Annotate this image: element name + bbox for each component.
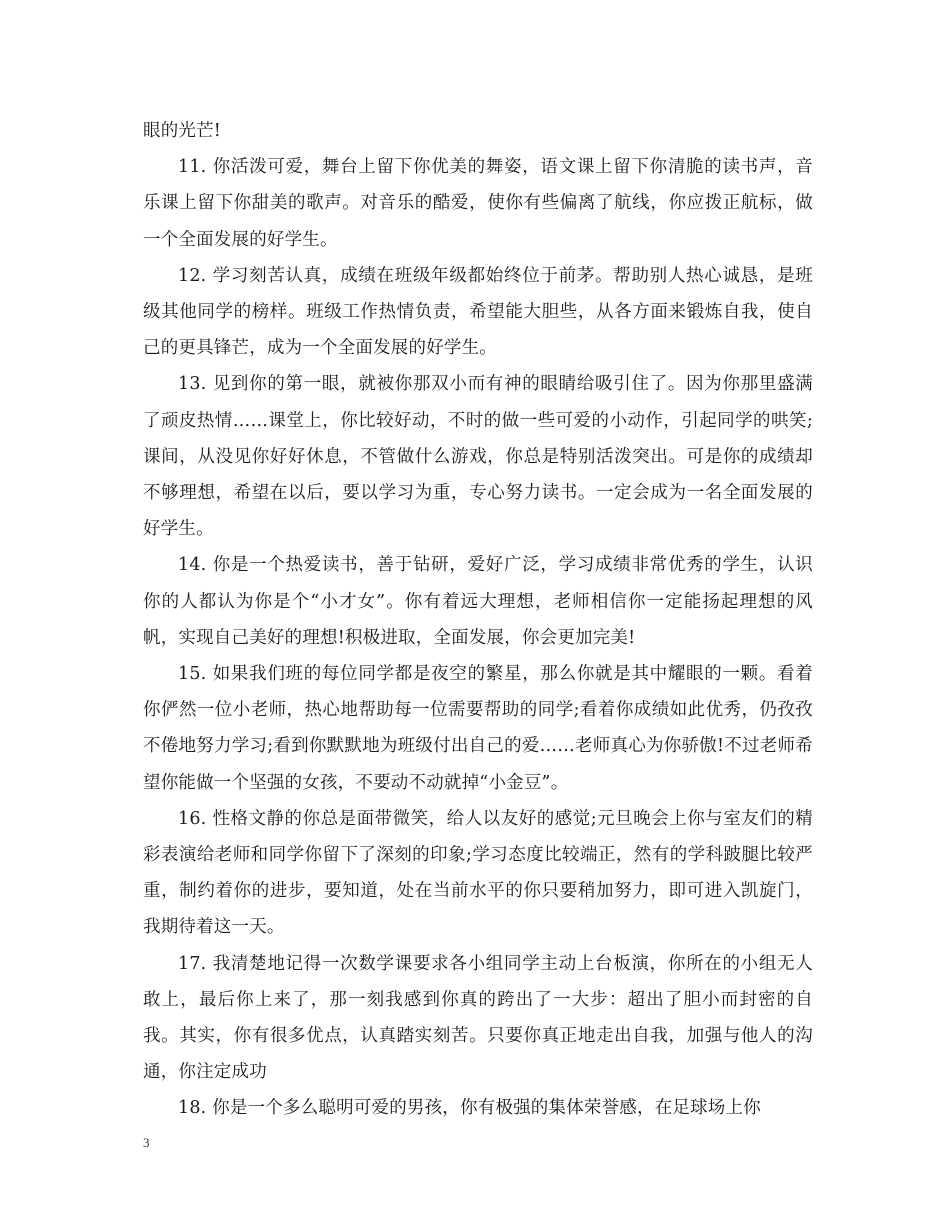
document-body [143,113,813,1127]
paragraph-16: 16. 性格文静的你总是面带微笑，给人以友好的感觉;元旦晚会上你与室友们的精彩表演给老师和同学你留下了深刻的印象;学习态度比较端正，然有的学科跛腿比较严重，制约着你的进步，要知道，处在当前水平的你只要稍加努力，即可进入凯旋门，我期待着这一天。 [143,808,813,938]
paragraph-continuation: 眼的光芒! [143,121,222,141]
page-number: 3 [143,1135,150,1150]
paragraph-15: 15. 如果我们班的每位同学都是夜空的繁星，那么你就是其中耀眼的一颗。看着你俨然一位小老师，热心地帮助每一位需要帮助的同学;看着你成绩如此优秀，仍孜孜不倦地努力学习;看到你默默地为班级付出自己的爱……老师真心为你骄傲!不过老师希望你能做一个坚强的女孩，不要动不动就掉“小金豆”。 [143,664,813,793]
paragraph-12: 12. 学习刻苦认真，成绩在班级年级都始终位于前茅。帮助别人热心诚恳，是班级其他同学的榜样。班级工作热情负责，希望能大胆些，从各方面来锻炼自我，使自己的更具锋芒，成为一个全面发展的好学生。 [143,265,813,359]
paragraph-18: 18. 你是一个多么聪明可爱的男孩，你有极强的集体荣誉感，在足球场上你 [178,1098,761,1119]
paragraph-11: 11. 你活泼可爱，舞台上留下你优美的舞姿，语文课上留下你清脆的读书声，音乐课上留下你甜美的歌声。对音乐的酷爱，使你有些偏离了航线，你应拨正航标，做一个全面发展的好学生。 [143,157,813,250]
paragraph-13: 13. 见到你的第一眼，就被你那双小而有神的眼睛给吸引住了。因为你那里盛满了顽皮热情……课堂上，你比较好动，不时的做一些可爱的小动作，引起同学的哄笑;课间，从没见你好好休息，不管做什么游戏，你总是特别活泼突出。可是你的成绩却不够理想，希望在以后，要以学习为重，专心努力读书。一定会成为一名全面发展的好学生。 [143,374,813,540]
paragraph-17: 17. 我清楚地记得一次数学课要求各小组同学主动上台板演，你所在的小组无人敢上，最后你上来了，那一刻我感到你真的跨出了一大步：超出了胆小而封密的自我。其实，你有很多优点，认真踏实刻苦。只要你真正地走出自我，加强与他人的沟通，你注定成功 [143,953,813,1083]
paragraph-14: 14. 你是一个热爱读书，善于钻研，爱好广泛，学习成绩非常优秀的学生，认识你的人都认为你是个“小才女”。你有着远大理想，老师相信你一定能扬起理想的风帆，实现自己美好的理想!积极进取，全面发展，你会更加完美! [143,555,813,648]
